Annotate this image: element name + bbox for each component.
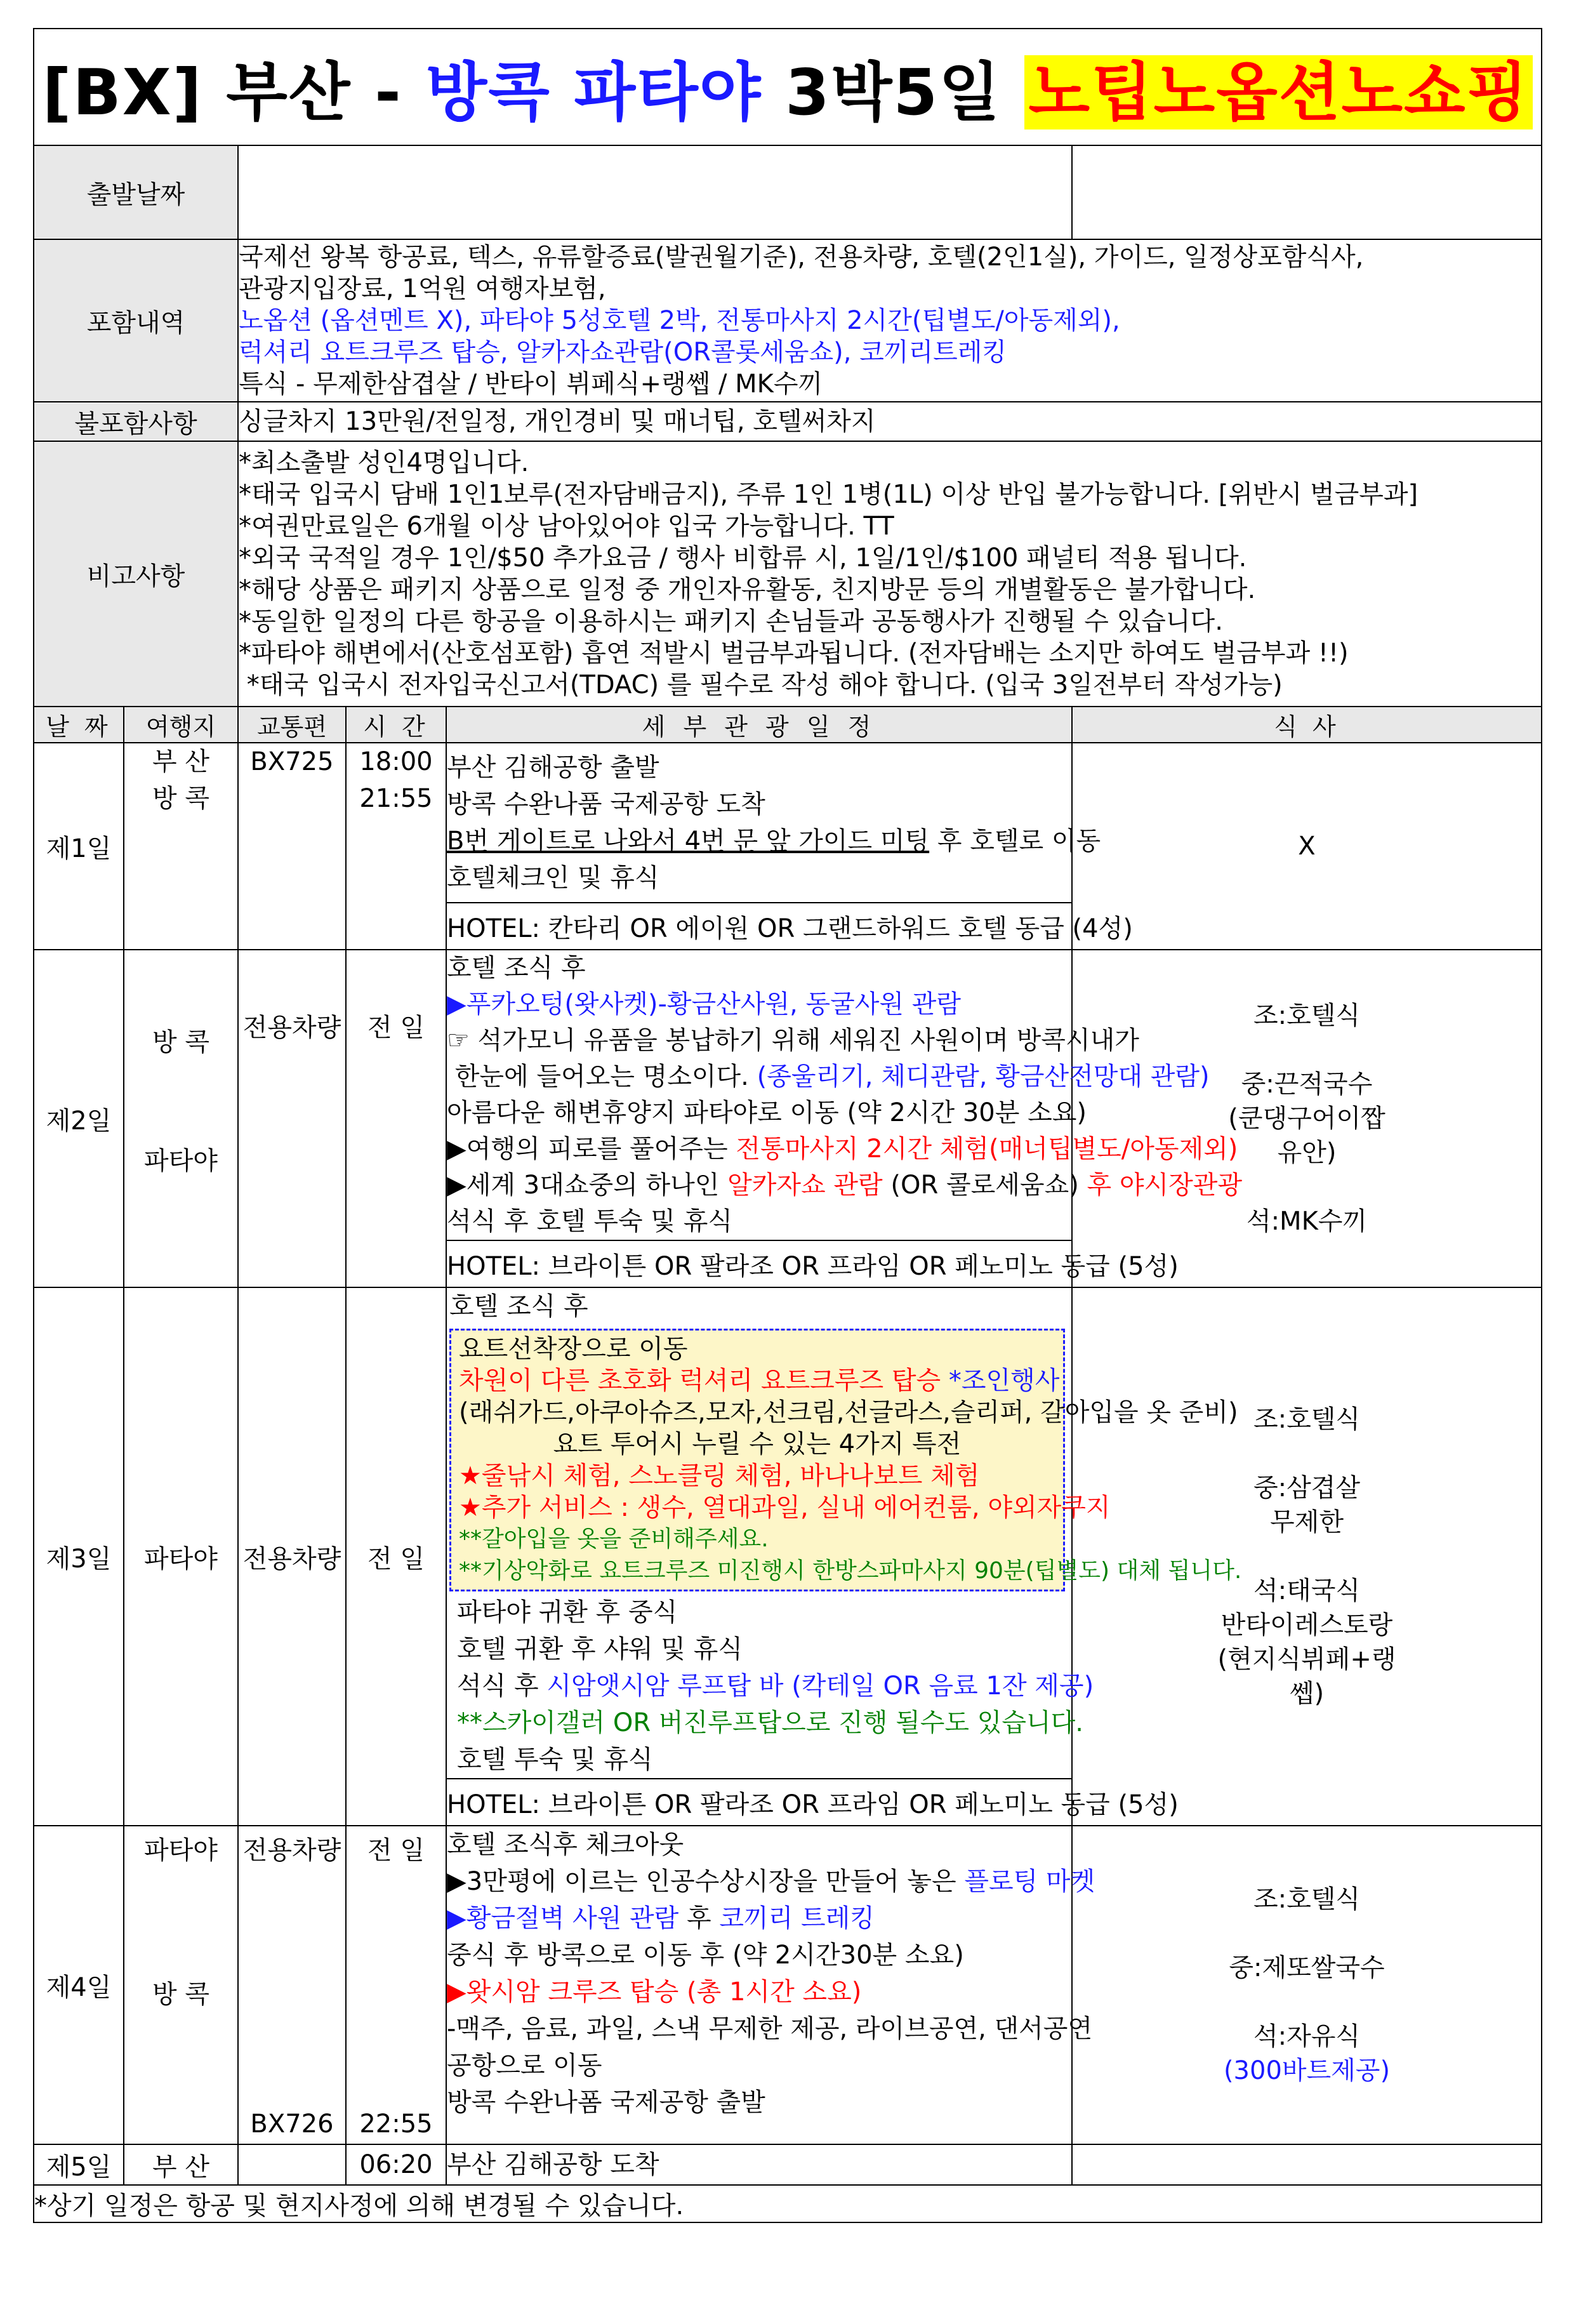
- day4-city-1: 파타야: [144, 1836, 218, 1865]
- meal-dinner: 석:태국식: [1253, 1576, 1361, 1605]
- day4-schedule: [446, 1826, 1095, 2144]
- include-highlight-line: 노옵션 (옵션멘트 X), 파타야 5성호텔 2박, 전통마사지 2시간(팁별도/아동제외),: [239, 306, 1120, 335]
- day5-schedule: 부산 김해공항 도착: [446, 2144, 1072, 2185]
- exclude-label: 불포함사항: [34, 402, 238, 441]
- remarks-content: [238, 441, 1542, 707]
- schedule-line: [447, 1167, 1243, 1204]
- title-prefix: [BX] 부산 -: [42, 55, 426, 129]
- schedule-line: 호텔 투숙 및 휴식: [457, 1745, 653, 1774]
- header-detail: 세 부 관 광 일 정: [446, 707, 1072, 743]
- header-transport: 교통편: [238, 707, 346, 743]
- remark-item: *태국 입국시 담배 1인1보루(전자담배금지), 주류 1인 1병(1L) 이상 반입 불가능합니다. [위반시 벌금부과]: [239, 480, 1419, 509]
- schedule-line: ▶푸카오텅(왓사켓)-황금산사원, 동굴사원 관람: [447, 990, 962, 1019]
- meal-lunch: 중:끈적국수: [1241, 1070, 1373, 1099]
- title-highlight: 노팁노옵션노쇼핑: [1024, 55, 1533, 129]
- schedule-line: [447, 1059, 1210, 1095]
- remark-item: *해당 상품은 패키지 상품으로 일정 중 개인자유활동, 친지방문 등의 개별활동은 불가합니다.: [239, 575, 1256, 604]
- remark-item: *동일한 일정의 다른 항공을 이용하시는 패키지 손님들과 공동행사가 진행될 수 있습니다.: [239, 607, 1223, 636]
- day2-schedule: [446, 950, 1243, 1240]
- itinerary-table: [33, 28, 1542, 2223]
- header-date: 날 짜: [34, 707, 124, 743]
- footer-note: *상기 일정은 항공 및 현지사정에 의해 변경될 수 있습니다.: [34, 2185, 1542, 2222]
- day4-time: 전 일: [367, 1836, 425, 1865]
- schedule-highlight: 알카자쇼 관람: [727, 1171, 883, 1200]
- day4-flight: BX726: [250, 2109, 334, 2139]
- day2-hotel: HOTEL: 브라이튼 OR 팔라조 OR 프라임 OR 페노미노 동급 (5성): [446, 1240, 1072, 1287]
- day1-city-arrive: 방 콕: [152, 784, 209, 813]
- remarks-label: 비고사항: [34, 441, 238, 707]
- cruise-note: **갈아입을 옷을 준비해주세요.: [459, 1526, 769, 1552]
- day1-meals: X: [1072, 743, 1542, 950]
- depart-date-extra: [1072, 145, 1542, 239]
- day1-row: [34, 743, 1542, 903]
- cruise-benefit: ★추가 서비스 : 생수, 열대과일, 실내 에어컨룸, 야외자쿠지: [459, 1493, 1111, 1522]
- day1-time-depart: 18:00: [359, 747, 433, 776]
- remark-item: *여권만료일은 6개월 이상 남아있어야 입국 가능합니다. TT: [239, 512, 894, 541]
- day4-cities: [124, 1826, 238, 2144]
- meal-lunch: 중:삼겹살: [1253, 1473, 1361, 1503]
- schedule-line: 파타야 귀환 후 중식: [457, 1598, 678, 1627]
- schedule-line: [447, 1900, 1071, 1937]
- cruise-line: (래쉬가드,아쿠아슈즈,모자,선크림,선글라스,슬리퍼, 갈아입을 옷 준비): [459, 1398, 1238, 1427]
- day4-row: [34, 1826, 1542, 2144]
- day2-meals: [1072, 950, 1542, 1287]
- temple-visit: ▶황금절벽 사원 관람: [447, 1904, 679, 1933]
- day5-meals: [1072, 2144, 1542, 2185]
- elephant-trekking: 코끼리 트레킹: [719, 1904, 875, 1933]
- yacht-cruise-box: [449, 1329, 1242, 1591]
- schedule-line: [447, 1863, 1095, 1900]
- day3-hotel: HOTEL: 브라이튼 OR 팔라조 OR 프라임 OR 페노미노 동급 (5성): [446, 1779, 1072, 1826]
- schedule-line: [449, 1668, 1094, 1704]
- schedule-line: [447, 823, 1101, 860]
- include-content: [238, 239, 1542, 402]
- day1-schedule: [446, 743, 1101, 903]
- day2-transport: 전용차량: [238, 950, 346, 1287]
- day5-row: [34, 2144, 1542, 2185]
- schedule-line: -맥주, 음료, 과일, 스낵 무제한 제공, 라이브공연, 댄서공연: [447, 2014, 1093, 2043]
- day1-city-depart: 부 산: [152, 747, 209, 776]
- schedule-header-row: [34, 707, 1542, 743]
- schedule-line: 아름다운 해변휴양지 파타야로 이동 (약 2시간 30분 소요): [447, 1098, 1087, 1127]
- day3-time: 전 일: [346, 1287, 446, 1826]
- meal-dinner-detail: 반타이레스토랑: [1220, 1610, 1393, 1640]
- schedule-highlight: 후 야시장관광: [1087, 1171, 1243, 1200]
- include-special: 특식 - 무제한삼겹살 / 반타이 뷔페식+랭쎕 / MK수끼: [239, 369, 823, 399]
- schedule-line: [447, 1131, 1238, 1167]
- day3-transport: 전용차량: [238, 1287, 346, 1826]
- day4-label: 제4일: [34, 1826, 124, 2144]
- day1-hotel: HOTEL: 칸타리 OR 에이원 OR 그랜드하워드 호텔 동급 (4성): [446, 903, 1072, 950]
- meal-lunch-detail: 무제한: [1270, 1508, 1344, 1537]
- header-city: 여행지: [124, 707, 238, 743]
- meal-dinner-detail: (현지식뷔페+랭: [1217, 1645, 1396, 1674]
- day3-row: [34, 1287, 1542, 1779]
- floating-market: 플로팅 마켓: [964, 1867, 1095, 1896]
- day2-city-2: 파타야: [144, 1146, 218, 1176]
- title-destination: 방콕 파타야: [425, 55, 762, 129]
- include-line: 국제선 왕복 항공료, 텍스, 유류할증료(발권월기준), 전용차량, 호텔(2인1실), 가이드, 일정상포함식사,: [239, 242, 1364, 272]
- schedule-highlight: 전통마사지 2시간 체험(매너팁별도/아동제외): [736, 1134, 1238, 1164]
- meal-breakfast: 조:호텔식: [1253, 1405, 1361, 1434]
- day4-meals: [1072, 1826, 1542, 2144]
- cruise-benefits-title: 요트 투어시 누릴 수 있는 4가지 특전: [553, 1430, 962, 1459]
- itinerary-page: [33, 28, 1541, 2223]
- day2-row: [34, 950, 1542, 1240]
- day4-transport-cell: [238, 1826, 346, 2144]
- schedule-line-tail: 후 호텔로 이동: [929, 827, 1101, 856]
- schedule-line: 호텔 귀환 후 샤워 및 휴식: [457, 1635, 743, 1664]
- day1-times: [346, 743, 446, 950]
- schedule-line: 부산 김해공항 출발: [447, 753, 659, 782]
- remark-item: *최소출발 성인4명입니다.: [239, 448, 529, 477]
- header-time: 시 간: [346, 707, 446, 743]
- schedule-text: ▶3만평에 이르는 인공수상시장을 만들어 놓은: [447, 1867, 965, 1896]
- meal-lunch-detail: (쿤댕구어이짭: [1228, 1104, 1386, 1133]
- schedule-text: ▶세계 3대쇼중의 하나인: [447, 1171, 728, 1200]
- day2-cities: [124, 950, 238, 1287]
- day3-city: 파타야: [124, 1287, 238, 1826]
- schedule-line: 호텔 조식 후: [449, 1292, 588, 1321]
- depart-date-value: [238, 145, 1072, 239]
- remark-item: *외국 국적일 경우 1인/$50 추가요금 / 행사 비합류 시, 1일/1인/$100 패널티 적용 됩니다.: [239, 543, 1247, 573]
- schedule-line: 공항으로 이동: [447, 2051, 602, 2080]
- guide-meeting-point: B번 게이트로 나와서 4번 문 앞 가이드 미팅: [447, 827, 930, 856]
- schedule-line: 호텔 조식후 체크아웃: [447, 1830, 684, 1859]
- day2-label: 제2일: [34, 950, 124, 1287]
- meal-dinner: 석:MK수끼: [1246, 1207, 1368, 1236]
- meal-dinner-detail: 쎕): [1289, 1679, 1325, 1708]
- day5-city: 부 산: [124, 2144, 238, 2185]
- day1-time-arrive: 21:55: [359, 784, 433, 813]
- schedule-line: 호텔체크인 및 휴식: [447, 863, 659, 893]
- schedule-line: 방콕 수완나폼 국제공항 출발: [447, 2088, 765, 2117]
- rooftop-bar: 시암앳시암 루프탑 바 (칵테일 OR 음료 1잔 제공): [546, 1671, 1094, 1701]
- schedule-line: ☞ 석가모니 유품을 봉납하기 위해 세워진 사원이며 방콕시내가: [447, 1026, 1139, 1055]
- cruise-note: **기상악화로 요트크루즈 미진행시 한방스파마사지 90분(팁별도) 대체 됩니다.: [459, 1558, 1242, 1584]
- day3-schedule: [446, 1287, 1242, 1779]
- day4-transport: 전용차량: [242, 1836, 341, 1865]
- day3-label: 제3일: [34, 1287, 124, 1826]
- meal-breakfast: 조:호텔식: [1253, 1001, 1361, 1030]
- cruise-line: 요트선착장으로 이동: [459, 1334, 688, 1364]
- meal-dinner-allowance: (300바트제공): [1223, 2056, 1391, 2085]
- remark-item: *태국 입국시 전자입국신고서(TDAC) 를 필수로 작성 해야 합니다. (입국 3일전부터 작성가능): [239, 670, 1283, 700]
- day4-flight-time: 22:55: [359, 2109, 433, 2139]
- schedule-text: 한눈에 들어오는 명소이다.: [447, 1062, 757, 1091]
- schedule-line: 석식 후 호텔 투숙 및 휴식: [447, 1207, 732, 1236]
- cruise-line: [459, 1365, 1060, 1397]
- day1-cities: [124, 743, 238, 950]
- remark-item: *파타야 해변에서(산호섬포함) 흡연 적발시 벌금부과됩니다. (전자담배는 소지만 하여도 벌금부과 !!): [239, 639, 1349, 668]
- meal-dinner: 석:자유식: [1253, 2022, 1361, 2051]
- include-line: 관광지입장료, 1억원 여행자보험,: [239, 274, 606, 303]
- title-duration: 3박5일: [762, 55, 1025, 129]
- schedule-text: 후: [678, 1904, 720, 1933]
- day2-city-1: 방 콕: [152, 1028, 209, 1057]
- header-meal: 식 사: [1072, 707, 1542, 743]
- day1-flight: BX725: [238, 743, 346, 950]
- meal-lunch-detail: 유안): [1277, 1138, 1337, 1167]
- document-title: [34, 29, 1542, 145]
- day5-transport: [238, 2144, 346, 2185]
- day5-time: 06:20: [346, 2144, 446, 2185]
- cruise-benefit: ★줄낚시 체험, 스노클링 체험, 바나나보트 체험: [459, 1461, 980, 1491]
- include-label: 포함내역: [34, 239, 238, 402]
- day1-label: 제1일: [34, 743, 124, 950]
- exclude-content: 싱글차지 13만원/전일정, 개인경비 및 매너팁, 호텔써차지: [238, 402, 1542, 441]
- depart-date-label: 출발날짜: [34, 145, 238, 239]
- meal-lunch: 중:제또쌀국수: [1229, 1953, 1385, 1982]
- schedule-line: 중식 후 방콕으로 이동 후 (약 2시간30분 소요): [447, 1941, 964, 1970]
- river-cruise: ▶왓시암 크루즈 탑승 (총 1시간 소요): [447, 1977, 862, 2007]
- include-highlight-line: 럭셔리 요트크루즈 탑승, 알카자쇼관람(OR콜롯세움쇼), 코끼리트레킹: [239, 338, 1007, 367]
- schedule-line: 호텔 조식 후: [447, 953, 586, 983]
- schedule-line: 방콕 수완나품 국제공항 도착: [447, 790, 765, 819]
- meal-breakfast: 조:호텔식: [1253, 1885, 1361, 1914]
- day4-time-cell: [346, 1826, 446, 2144]
- schedule-text: (OR 콜로세움쇼): [882, 1171, 1087, 1200]
- join-tour-note: *조인행사: [948, 1366, 1060, 1395]
- day5-label: 제5일: [34, 2144, 124, 2185]
- cruise-highlight: 차원이 다른 초호화 럭셔리 요트크루즈 탑승: [459, 1366, 949, 1395]
- day4-city-2: 방 콕: [152, 1980, 209, 2009]
- schedule-highlight: (종울리기, 체디관람, 황금산전망대 관람): [757, 1062, 1210, 1091]
- day2-time: 전 일: [346, 950, 446, 1287]
- schedule-note: **스카이갤러 OR 버진루프탑으로 진행 될수도 있습니다.: [457, 1708, 1084, 1737]
- schedule-text: 석식 후: [457, 1671, 547, 1701]
- day3-meals: [1072, 1287, 1542, 1826]
- schedule-text: ▶여행의 피로를 풀어주는: [447, 1134, 736, 1164]
